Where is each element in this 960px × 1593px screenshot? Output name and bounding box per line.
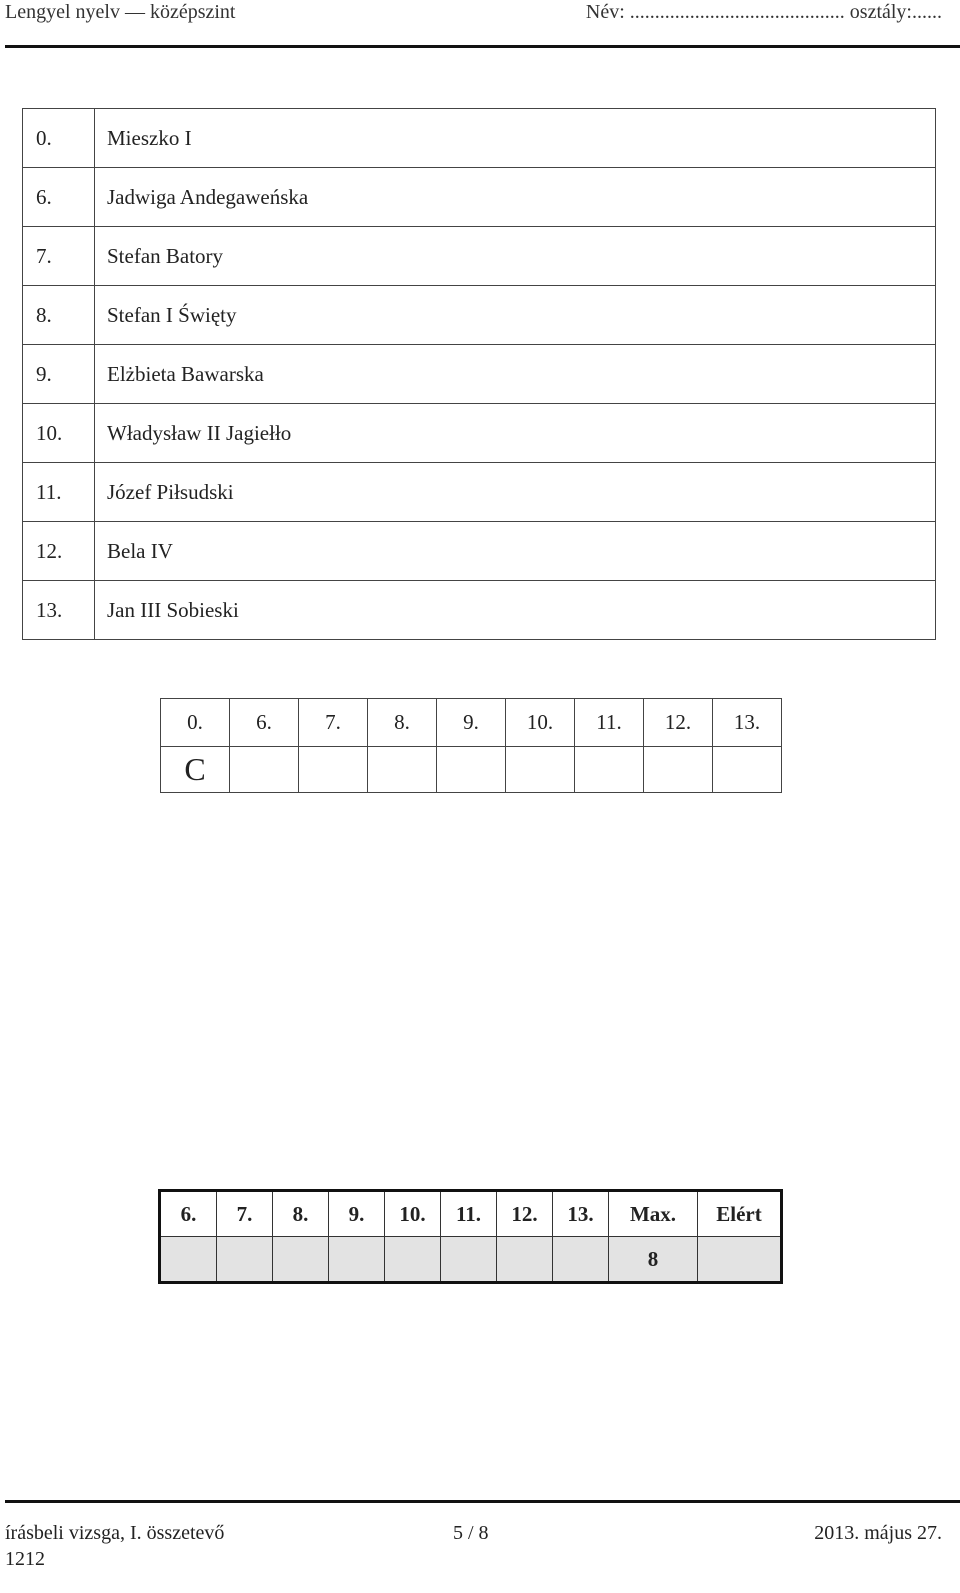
score-header-cell: 8. xyxy=(273,1191,329,1237)
score-header-cell: 7. xyxy=(217,1191,273,1237)
answer-cell[interactable] xyxy=(299,747,368,793)
score-header-cell: 6. xyxy=(160,1191,217,1237)
score-value-row xyxy=(160,1237,782,1283)
names-row xyxy=(23,286,936,345)
score-header-cell: 9. xyxy=(329,1191,385,1237)
names-row xyxy=(23,345,936,404)
names-row-name: Józef Piłsudski xyxy=(95,463,936,522)
names-row-name: Bela IV xyxy=(95,522,936,581)
names-row-name: Jadwiga Andegaweńska xyxy=(95,168,936,227)
answer-cell[interactable] xyxy=(437,747,506,793)
answer-header-cell: 11. xyxy=(575,699,644,747)
answer-header-cell: 0. xyxy=(161,699,230,747)
names-row-name: Elżbieta Bawarska xyxy=(95,345,936,404)
header-subject: Lengyel nyelv — középszint xyxy=(5,1,236,23)
answer-grid xyxy=(160,698,782,793)
names-row xyxy=(23,227,936,286)
score-cell[interactable] xyxy=(160,1237,217,1283)
answer-cell[interactable] xyxy=(713,747,782,793)
answer-grid-header-row xyxy=(161,699,782,747)
names-row-number: 0. xyxy=(23,109,95,168)
score-cell[interactable] xyxy=(497,1237,553,1283)
names-row xyxy=(23,463,936,522)
score-header-cell: 11. xyxy=(441,1191,497,1237)
score-cell[interactable] xyxy=(441,1237,497,1283)
header-divider xyxy=(5,45,960,48)
score-header-cell: 13. xyxy=(553,1191,609,1237)
names-row-number: 8. xyxy=(23,286,95,345)
names-row xyxy=(23,522,936,581)
names-row-name: Jan III Sobieski xyxy=(95,581,936,640)
score-achieved-value[interactable] xyxy=(698,1237,782,1283)
names-row xyxy=(23,109,936,168)
answer-header-cell: 6. xyxy=(230,699,299,747)
names-row-name: Stefan I Święty xyxy=(95,286,936,345)
names-row-number: 13. xyxy=(23,581,95,640)
answer-cell[interactable] xyxy=(644,747,713,793)
answer-header-cell: 12. xyxy=(644,699,713,747)
score-table xyxy=(158,1189,783,1284)
names-row-number: 11. xyxy=(23,463,95,522)
names-row-name: Władysław II Jagiełło xyxy=(95,404,936,463)
score-cell[interactable] xyxy=(553,1237,609,1283)
footer-code: 1212 xyxy=(5,1548,45,1570)
score-header-row xyxy=(160,1191,782,1237)
names-row-number: 12. xyxy=(23,522,95,581)
answer-header-cell: 13. xyxy=(713,699,782,747)
score-cell[interactable] xyxy=(385,1237,441,1283)
answer-header-cell: 8. xyxy=(368,699,437,747)
footer-divider xyxy=(5,1500,960,1503)
names-row xyxy=(23,581,936,640)
names-row-number: 7. xyxy=(23,227,95,286)
names-table xyxy=(22,108,936,640)
names-row xyxy=(23,404,936,463)
header-name-class: Név: ........................................... osztály:...... xyxy=(585,1,942,23)
answer-cell-example: C xyxy=(161,747,230,793)
footer-exam-label: írásbeli vizsga, I. összetevő xyxy=(5,1522,225,1544)
score-cell[interactable] xyxy=(329,1237,385,1283)
names-row xyxy=(23,168,936,227)
answer-cell[interactable] xyxy=(575,747,644,793)
score-header-cell: 12. xyxy=(497,1191,553,1237)
answer-cell[interactable] xyxy=(230,747,299,793)
footer-page-number: 5 / 8 xyxy=(453,1522,489,1544)
answer-header-cell: 9. xyxy=(437,699,506,747)
score-header-cell: 10. xyxy=(385,1191,441,1237)
names-row-name: Stefan Batory xyxy=(95,227,936,286)
answer-header-cell: 7. xyxy=(299,699,368,747)
score-max-value: 8 xyxy=(609,1237,698,1283)
answer-grid-value-row xyxy=(161,747,782,793)
score-header-max: Max. xyxy=(609,1191,698,1237)
answer-header-cell: 10. xyxy=(506,699,575,747)
answer-cell[interactable] xyxy=(506,747,575,793)
score-cell[interactable] xyxy=(273,1237,329,1283)
names-row-name: Mieszko I xyxy=(95,109,936,168)
answer-cell[interactable] xyxy=(368,747,437,793)
names-row-number: 10. xyxy=(23,404,95,463)
score-header-achieved: Elért xyxy=(698,1191,782,1237)
footer-date: 2013. május 27. xyxy=(814,1522,942,1544)
score-cell[interactable] xyxy=(217,1237,273,1283)
names-row-number: 9. xyxy=(23,345,95,404)
names-row-number: 6. xyxy=(23,168,95,227)
